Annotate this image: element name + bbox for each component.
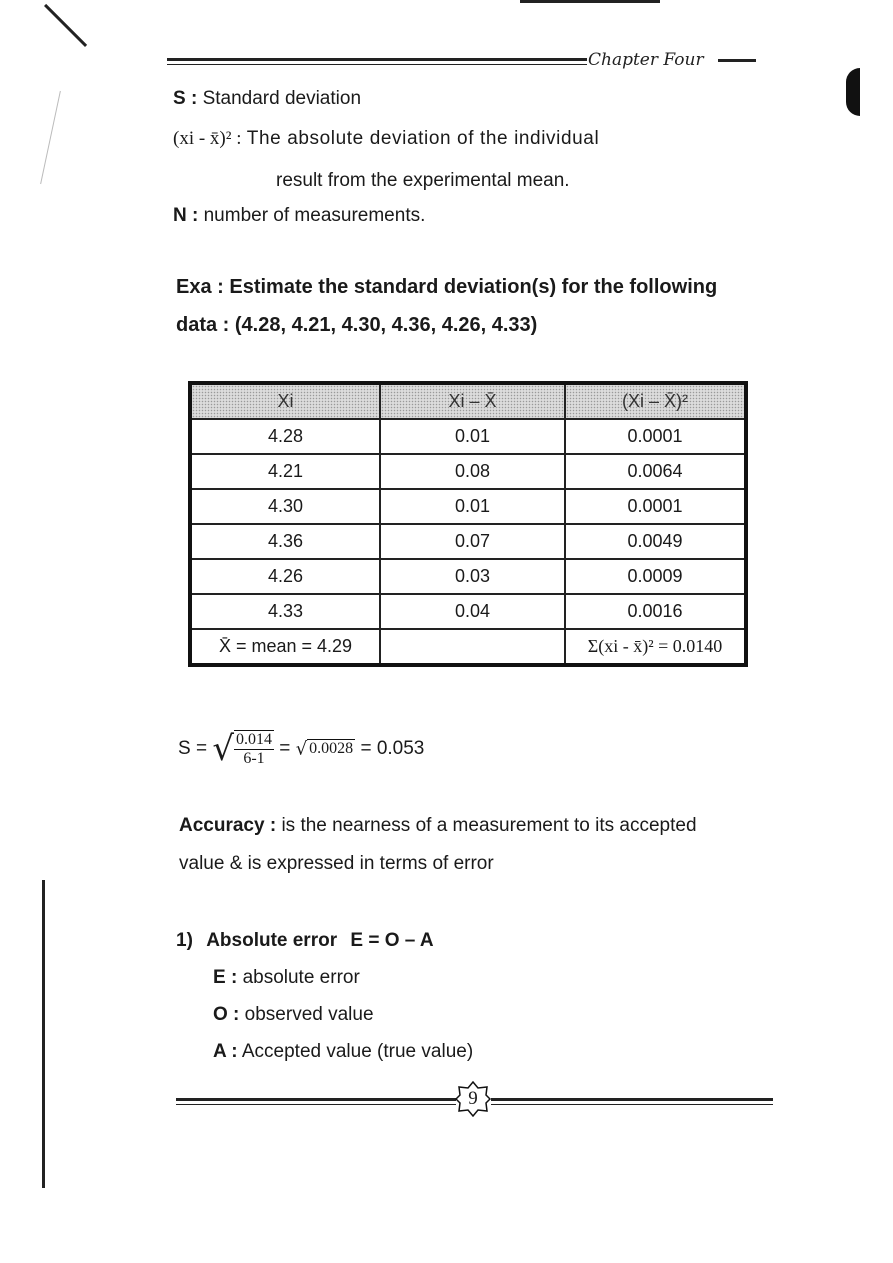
legend-text: absolute error [242,967,360,988]
cell-empty [380,629,565,665]
cell-deviation: 0.03 [380,559,565,594]
example-line-1: Exa : Estimate the standard deviation(s) for the following [176,276,718,298]
formula-lhs: S = [178,738,208,759]
formula-fraction [234,730,274,768]
cell-xi: 4.26 [190,559,380,594]
table-header-row [190,383,746,419]
formula-equals: = [279,738,291,759]
cell-deviation: 0.08 [380,454,565,489]
accuracy-term: Accuracy : [179,815,277,836]
legend-item-e [213,967,360,989]
cell-squared-deviation: 0.0009 [565,559,746,594]
definition-text: Standard deviation [202,88,362,109]
header-rule [167,58,587,61]
formula-radicand: 0.0028 [309,740,354,757]
legend-item-a [213,1041,473,1063]
footer-rule-left-thin [176,1104,456,1105]
cell-mean: X̄ = mean = 4.29 [190,629,380,665]
legend-text: observed value [244,1004,374,1025]
absolute-error-title: Absolute error [206,930,338,951]
cell-squared-deviation: 0.0016 [565,594,746,629]
accuracy-line-1 [179,815,697,837]
definition-symbol: (xi - x̄)² : [173,128,242,149]
absolute-error-equation: E = O – A [350,930,434,951]
table-row [190,419,746,454]
std-deviation-formula [178,730,424,768]
cell-xi: 4.30 [190,489,380,524]
scan-mark-top-arc [520,0,660,3]
accuracy-line-2: value & is expressed in terms of error [179,853,494,874]
table-row [190,524,746,559]
cell-xi: 4.21 [190,454,380,489]
square-root-icon-2: √ [295,738,308,760]
deviation-table [188,381,748,667]
page-number-badge [455,1081,491,1117]
absolute-error-heading [176,930,434,952]
list-number: 1) [176,930,193,951]
cell-xi: 4.33 [190,594,380,629]
column-header-squared-deviation: (Xi – X̄)² [565,383,746,419]
cell-xi: 4.36 [190,524,380,559]
scan-mark-right-edge [846,68,860,116]
header-rule-right [718,59,756,62]
cell-xi: 4.28 [190,419,380,454]
accuracy-definition: is the nearness of a measurement to its accepted [281,815,697,836]
legend-symbol: E : [213,967,238,988]
formula-denominator: 6-1 [243,750,265,767]
scan-mark-left-line [40,91,61,184]
page-number: 9 [468,1088,478,1109]
chapter-title: Chapter Four [588,50,704,70]
legend-text: Accepted value (true value) [241,1041,474,1062]
cell-squared-deviation: 0.0064 [565,454,746,489]
cell-deviation: 0.01 [380,489,565,524]
footer-rule-left [176,1098,456,1101]
definition-text: number of measurements. [203,205,426,226]
example-line-2: data : (4.28, 4.21, 4.30, 4.36, 4.26, 4.33) [176,314,538,336]
column-header-xi: Xi [190,383,380,419]
definition-deviation-continuation: result from the experimental mean. [276,170,570,191]
table-row [190,454,746,489]
legend-symbol: A : [213,1041,238,1062]
cell-squared-deviation: 0.0001 [565,489,746,524]
table-footer-row [190,629,746,665]
cell-squared-deviation: 0.0049 [565,524,746,559]
definition-symbol: S : [173,88,198,109]
square-root-icon: √ [212,729,235,769]
formula-numerator: 0.014 [236,731,273,748]
definition-n [173,205,425,227]
cell-sum-squared-deviation: Σ(xi - x̄)² = 0.0140 [565,629,746,665]
legend-item-o [213,1004,374,1026]
definition-s [173,88,361,110]
table-row [190,559,746,594]
column-header-deviation: Xi – X̄ [380,383,565,419]
table-row [190,489,746,524]
definition-text: The absolute deviation of the individual [246,128,600,149]
formula-result: = 0.053 [360,738,425,759]
cell-deviation: 0.07 [380,524,565,559]
footer-rule-right-thin [491,1104,773,1105]
header-rule-thin [167,64,587,65]
definition-symbol: N : [173,205,199,226]
scan-mark-left-vertical [42,880,45,1188]
cell-deviation: 0.01 [380,419,565,454]
cell-squared-deviation: 0.0001 [565,419,746,454]
scan-mark-top-left [44,4,87,47]
cell-deviation: 0.04 [380,594,565,629]
definition-deviation [173,128,599,150]
footer-rule-right [491,1098,773,1101]
legend-symbol: O : [213,1004,240,1025]
table-row [190,594,746,629]
